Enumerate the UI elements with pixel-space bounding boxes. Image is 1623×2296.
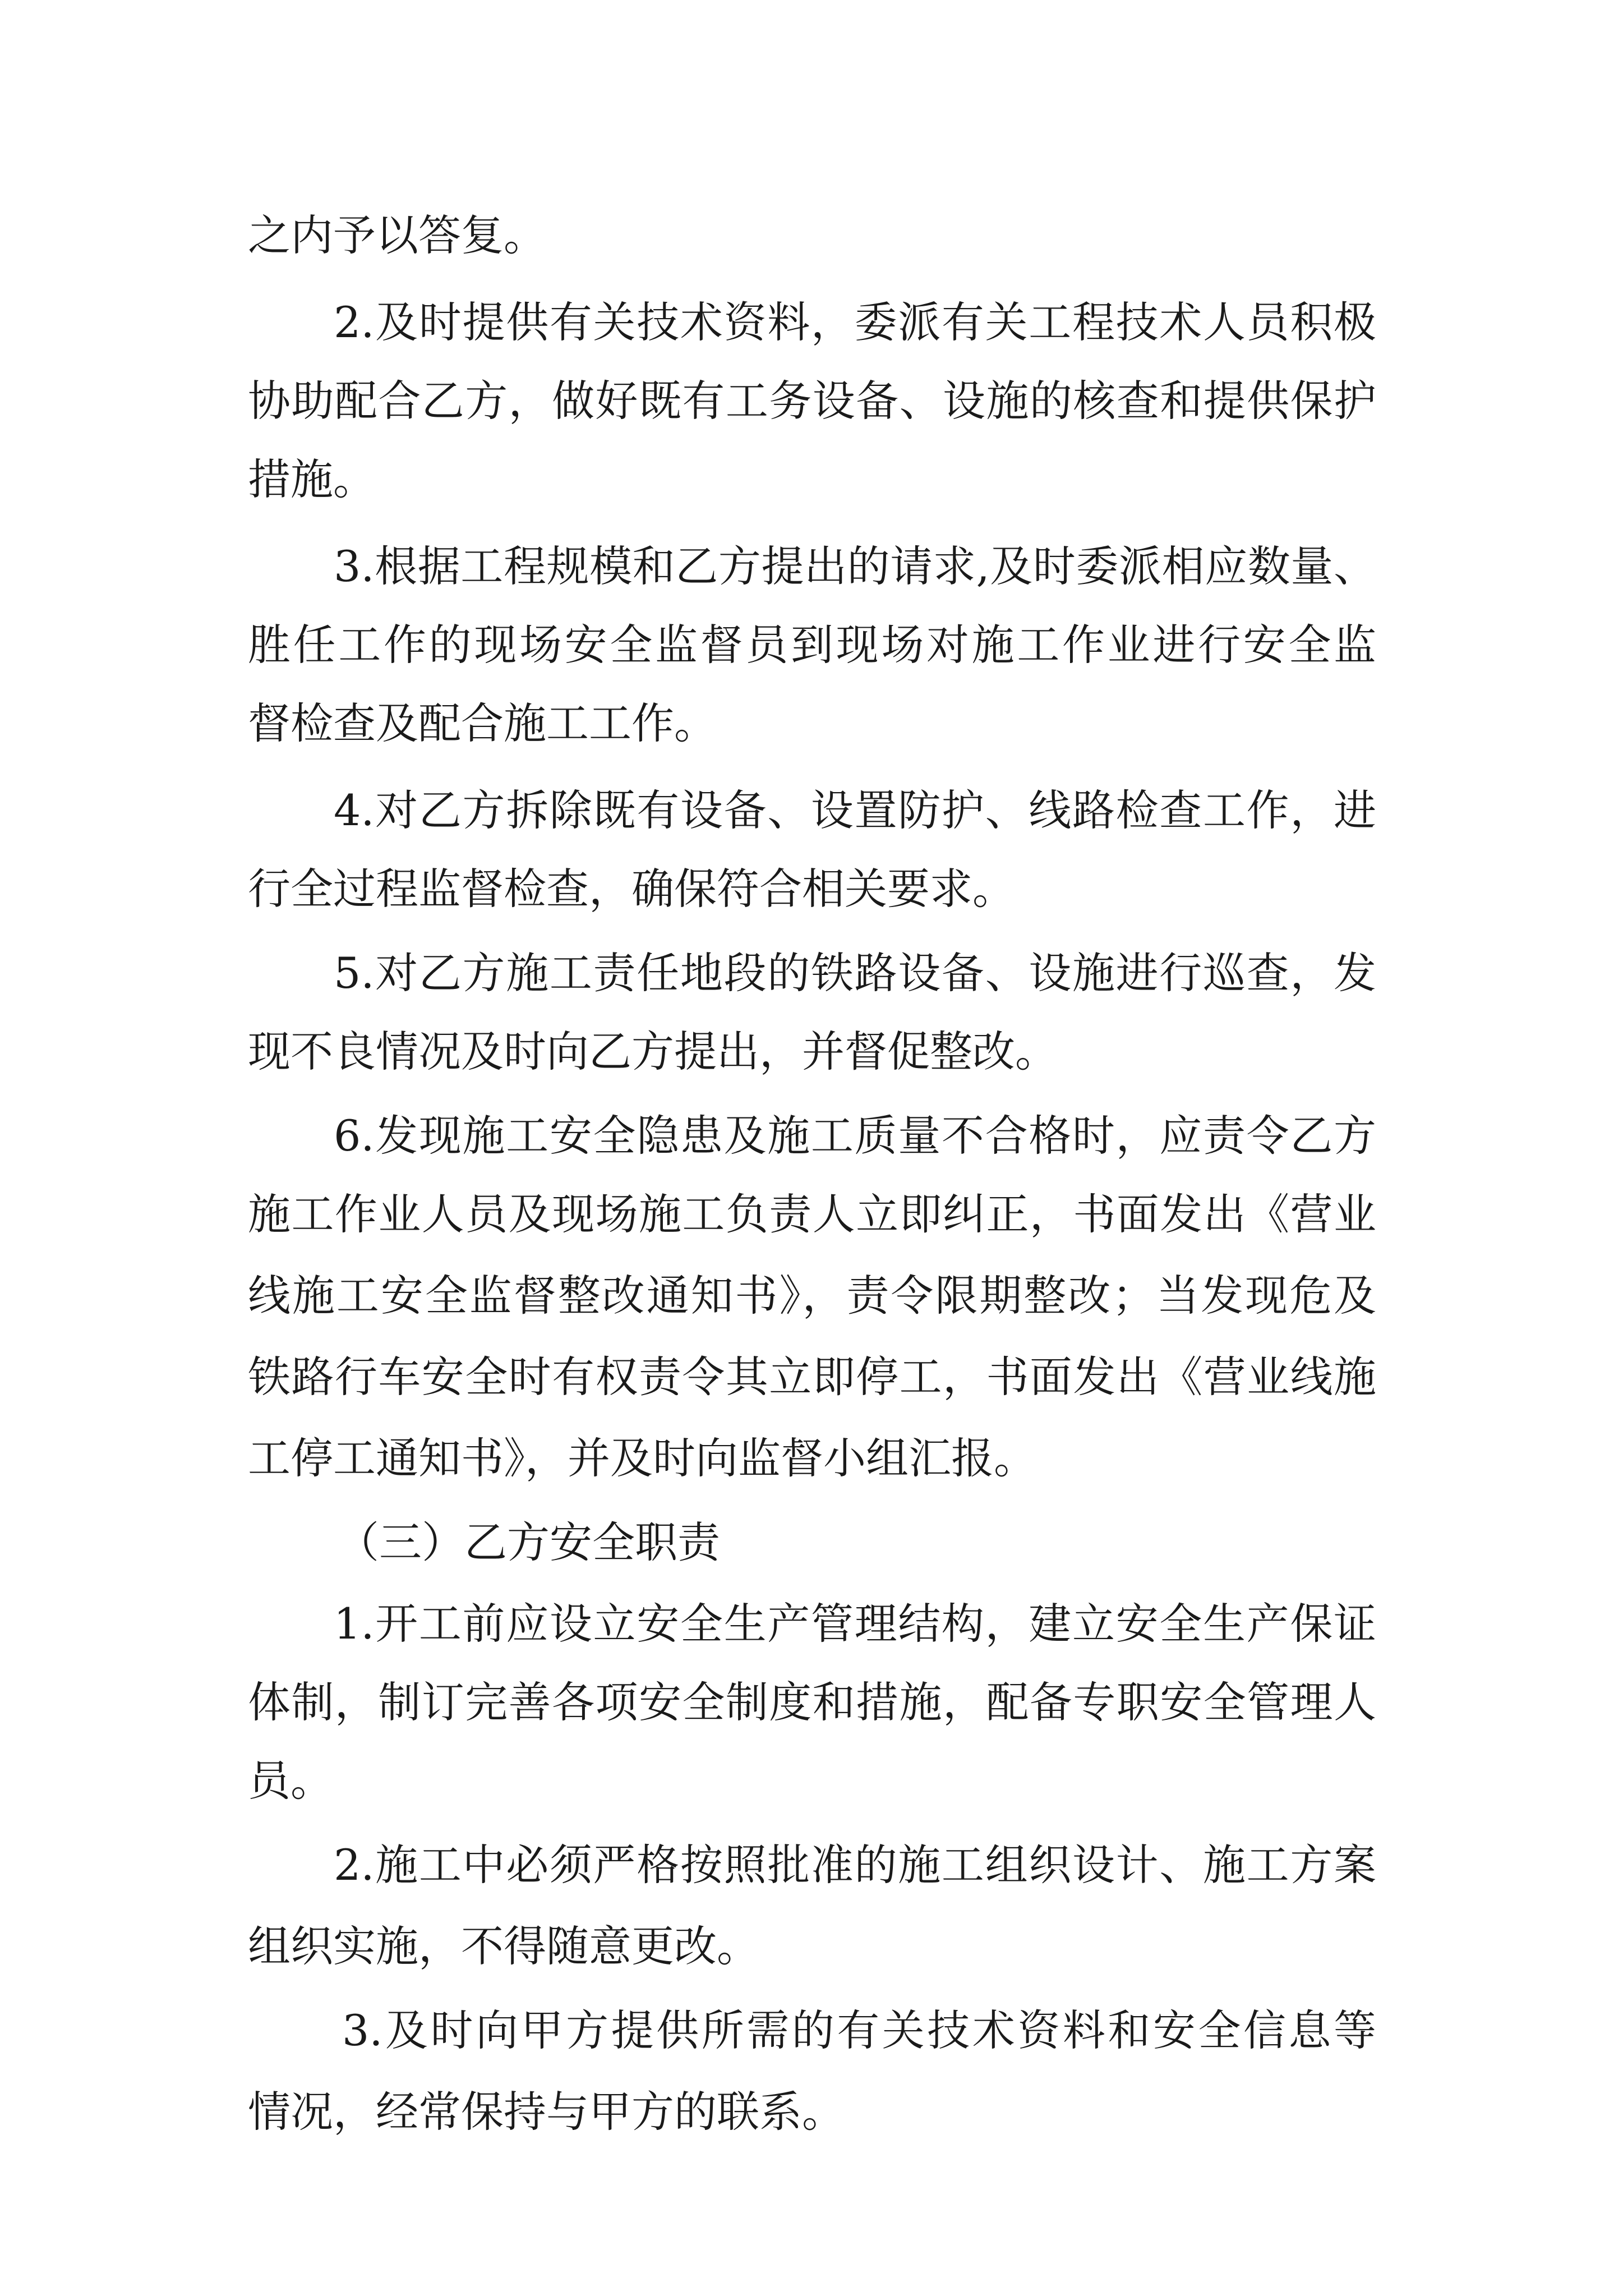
paragraph-line: 1.开工前应设立安全生产管理结构，建立安全生产保证 [334, 1599, 1376, 1649]
paragraph-line: 行全过程监督检查，确保符合相关要求。 [248, 864, 1015, 914]
paragraph-line: 之内予以答复。 [248, 210, 546, 260]
paragraph-line: 6.发现施工安全隐患及施工质量不合格时，应责令乙方 [334, 1111, 1376, 1161]
paragraph-line: 4.对乙方拆除既有设备、设置防护、线路检查工作，进 [334, 785, 1376, 835]
paragraph-line: 组织实施，不得随意更改。 [248, 1921, 759, 1971]
paragraph-line: 情况，经常保持与甲方的联系。 [248, 2087, 845, 2137]
paragraph-line: 督检查及配合施工工作。 [248, 698, 717, 748]
paragraph-line: 协助配合乙方，做好既有工务设备、设施的核查和提供保护 [248, 376, 1376, 426]
paragraph-line: 措施。 [248, 454, 376, 504]
paragraph-line: 5.对乙方施工责任地段的铁路设备、设施进行巡查，发 [334, 948, 1376, 998]
paragraph-line: 铁路行车安全时有权责令其立即停工，书面发出《营业线施 [248, 1352, 1376, 1402]
paragraph-line: 工停工通知书》，并及时向监督小组汇报。 [248, 1433, 1036, 1483]
paragraph-line: 线施工安全监督整改通知书》，责令限期整改；当发现危及 [248, 1271, 1376, 1320]
paragraph-line: 3.及时向甲方提供所需的有关技术资料和安全信息等 [342, 2005, 1376, 2055]
paragraph-line: 体制，制订完善各项安全制度和措施，配备专职安全管理人 [248, 1677, 1376, 1727]
paragraph-line: 2.施工中必须严格按照批准的施工组织设计、施工方案 [334, 1840, 1376, 1890]
paragraph-line: 现不良情况及时向乙方提出，并督促整改。 [248, 1027, 1058, 1076]
paragraph-line: 2.及时提供有关技术资料，委派有关工程技术人员积极 [334, 297, 1376, 347]
paragraph-line: 施工作业人员及现场施工负责人立即纠正，书面发出《营业 [248, 1189, 1376, 1239]
paragraph-line: 胜任工作的现场安全监督员到现场对施工作业进行安全监 [248, 620, 1376, 670]
paragraph-line: 员。 [248, 1756, 333, 1806]
section-heading: （三）乙方安全职责 [336, 1517, 720, 1567]
paragraph-line: 3.根据工程规模和乙方提出的请求,及时委派相应数量、 [334, 541, 1376, 591]
